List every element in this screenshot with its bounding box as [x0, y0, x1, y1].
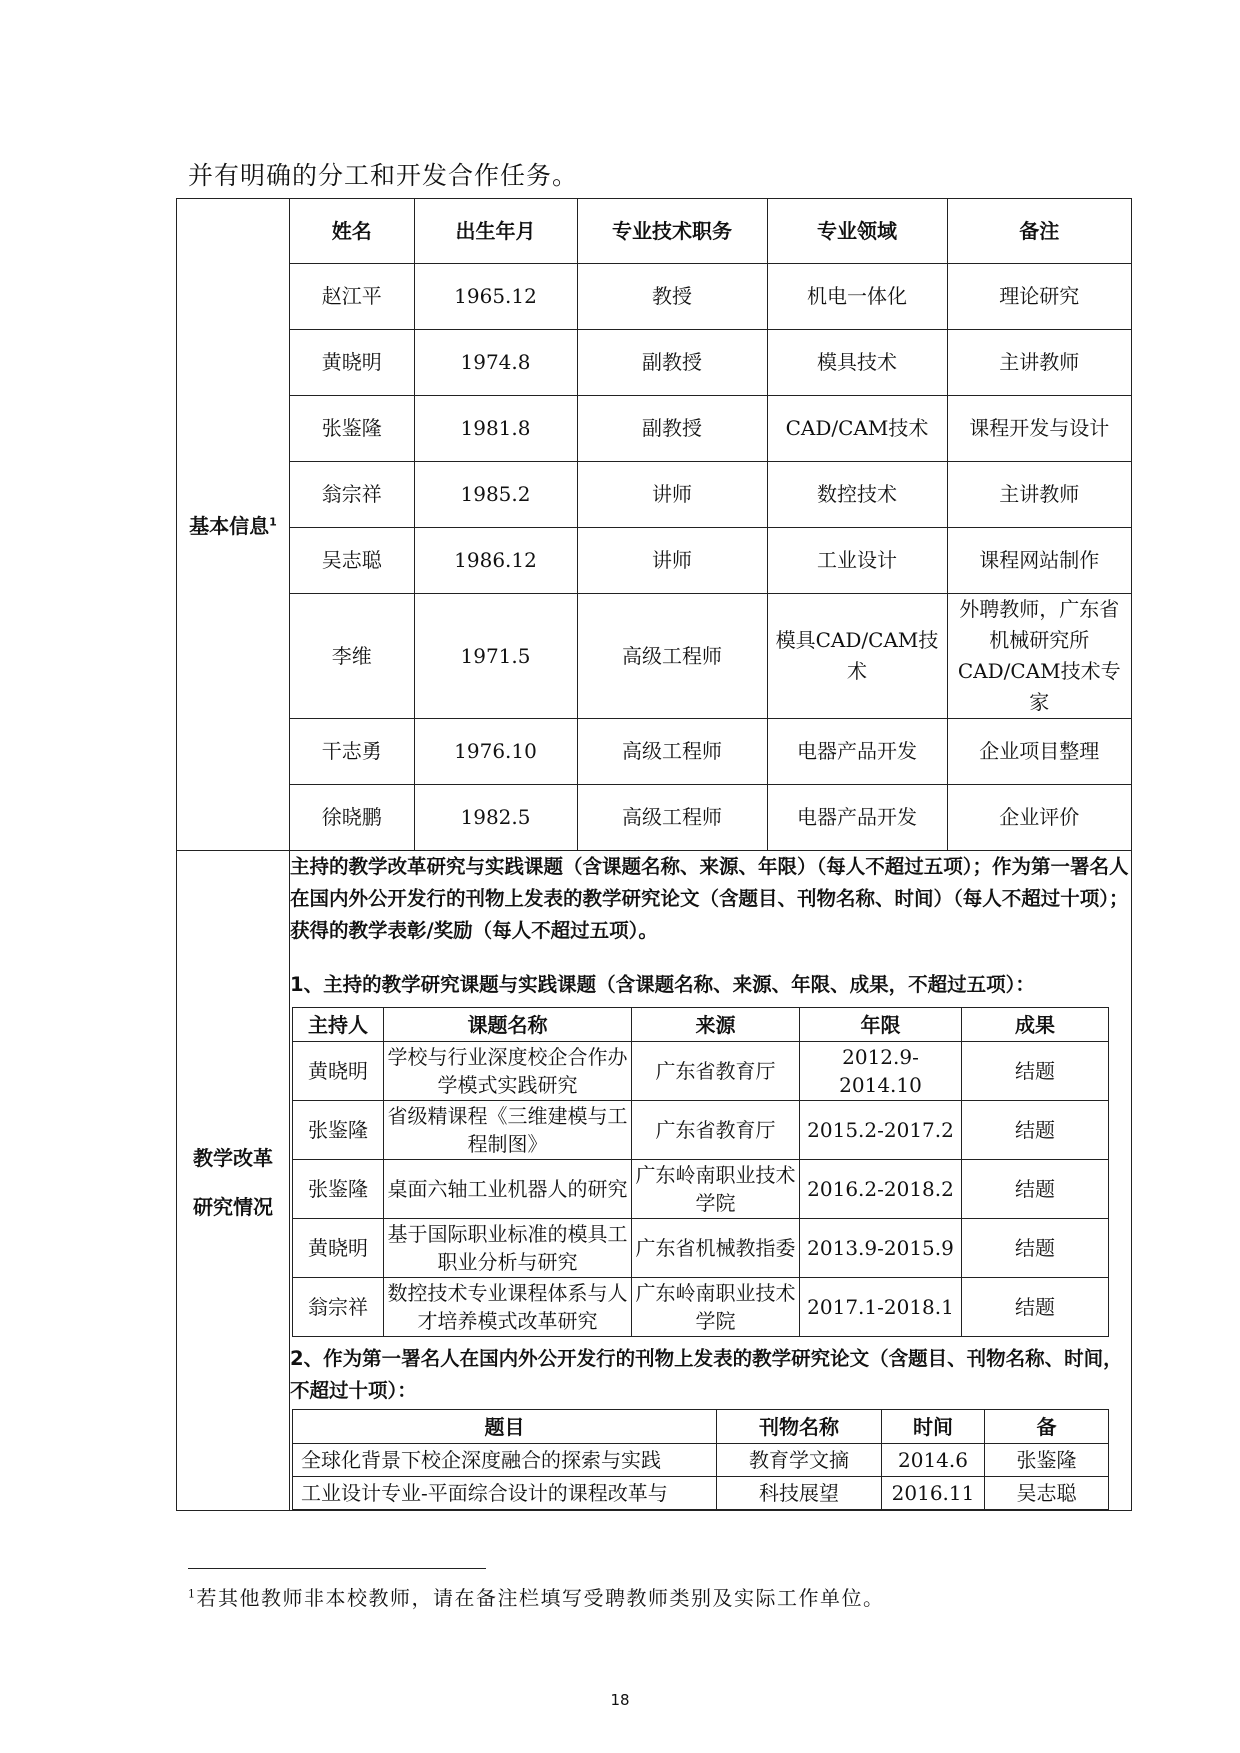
project-period: 2017.1-2018.1 — [800, 1278, 962, 1337]
footnote-marker: 1 — [188, 1587, 197, 1601]
project-host: 黄晓明 — [293, 1219, 384, 1278]
staff-field: 数控技术 — [767, 462, 947, 528]
staff-field: 模具技术 — [767, 330, 947, 396]
page-number: 18 — [610, 1691, 630, 1709]
projects-header-result: 成果 — [962, 1008, 1109, 1042]
project-result: 结题 — [962, 1042, 1109, 1101]
staff-header-field: 专业领域 — [767, 199, 947, 264]
project-source: 广东省教育厅 — [632, 1042, 800, 1101]
paper-journal: 科技展望 — [717, 1477, 882, 1510]
basic-info-label: 基本信息$^1$ — [177, 199, 290, 851]
application-form-table — [176, 198, 1132, 1511]
staff-title: 高级工程师 — [577, 719, 767, 785]
project-result: 结题 — [962, 1219, 1109, 1278]
reform-label-line2: 研究情况 — [193, 1194, 273, 1219]
staff-birth: 1982.5 — [414, 785, 577, 851]
staff-name: 黄晓明 — [290, 330, 414, 396]
staff-remark: 课程网站制作 — [947, 528, 1131, 594]
staff-birth: 1974.8 — [414, 330, 577, 396]
staff-header-title: 专业技术职务 — [577, 199, 767, 264]
staff-title: 讲师 — [577, 528, 767, 594]
section2-title: 2、作为第一署名人在国内外公开发行的刊物上发表的教学研究论文（含题目、刊物名称、时间，不超过十项）： — [290, 1347, 1123, 1402]
paper-note: 张鉴隆 — [985, 1444, 1109, 1477]
project-row — [293, 1219, 1109, 1278]
staff-title: 副教授 — [577, 330, 767, 396]
staff-remark: 外聘教师，广东省机械研究所CAD/CAM技术专家 — [947, 594, 1131, 719]
project-row — [293, 1160, 1109, 1219]
staff-field: 电器产品开发 — [767, 785, 947, 851]
project-title: 学校与行业深度校企合作办学模式实践研究 — [384, 1042, 632, 1101]
project-period: 2015.2-2017.2 — [800, 1101, 962, 1160]
staff-remark: 课程开发与设计 — [947, 396, 1131, 462]
papers-header-title: 题目 — [293, 1410, 717, 1444]
footnote-text: 若其他教师非本校教师，请在备注栏填写受聘教师类别及实际工作单位。 — [196, 1586, 885, 1610]
project-source: 广东岭南职业技术学院 — [632, 1278, 800, 1337]
staff-name: 翁宗祥 — [290, 462, 414, 528]
project-host: 张鉴隆 — [293, 1101, 384, 1160]
staff-title: 讲师 — [577, 462, 767, 528]
staff-header-remark: 备注 — [947, 199, 1131, 264]
footnote — [188, 1582, 885, 1611]
project-source: 广东岭南职业技术学院 — [632, 1160, 800, 1219]
paper-note: 吴志聪 — [985, 1477, 1109, 1510]
staff-row — [290, 528, 1131, 594]
staff-row — [290, 462, 1131, 528]
staff-field: 工业设计 — [767, 528, 947, 594]
staff-table-cell — [290, 199, 1132, 851]
staff-row — [290, 330, 1131, 396]
staff-remark: 主讲教师 — [947, 462, 1131, 528]
paper-time: 2014.6 — [882, 1444, 985, 1477]
basic-info-section — [177, 199, 1132, 851]
reform-label — [177, 851, 290, 1511]
project-host: 黄晓明 — [293, 1042, 384, 1101]
staff-remark: 企业项目整理 — [947, 719, 1131, 785]
project-result: 结题 — [962, 1160, 1109, 1219]
projects-header-source: 来源 — [632, 1008, 800, 1042]
staff-title: 教授 — [577, 264, 767, 330]
papers-header-note: 备 — [985, 1410, 1109, 1444]
paper-journal: 教育学文摘 — [717, 1444, 882, 1477]
staff-name: 徐晓鹏 — [290, 785, 414, 851]
projects-table — [292, 1007, 1109, 1337]
staff-row — [290, 264, 1131, 330]
projects-header-period: 年限 — [800, 1008, 962, 1042]
staff-title: 高级工程师 — [577, 594, 767, 719]
staff-name: 张鉴隆 — [290, 396, 414, 462]
project-row — [293, 1042, 1109, 1101]
staff-table — [290, 199, 1131, 850]
staff-name: 李维 — [290, 594, 414, 719]
project-period: 2016.2-2018.2 — [800, 1160, 962, 1219]
section1-title: 1、主持的教学研究课题与实践课题（含课题名称、来源、年限、成果，不超过五项）： — [290, 973, 1035, 996]
intro-text: 并有明确的分工和开发合作任务。 — [188, 161, 579, 190]
project-result: 结题 — [962, 1278, 1109, 1337]
papers-header-journal: 刊物名称 — [717, 1410, 882, 1444]
paper-row — [293, 1477, 1109, 1510]
staff-field: CAD/CAM技术 — [767, 396, 947, 462]
papers-header-time: 时间 — [882, 1410, 985, 1444]
footnote-divider — [188, 1568, 486, 1569]
staff-birth: 1976.10 — [414, 719, 577, 785]
projects-header-row — [293, 1008, 1109, 1042]
reform-label-line1: 教学改革 — [193, 1145, 273, 1170]
staff-field: 模具CAD/CAM技术 — [767, 594, 947, 719]
project-title: 桌面六轴工业机器人的研究 — [384, 1160, 632, 1219]
project-period: 2013.9-2015.9 — [800, 1219, 962, 1278]
paper-row — [293, 1444, 1109, 1477]
paper-title: 全球化背景下校企深度融合的探索与实践 — [293, 1444, 717, 1477]
staff-field: 机电一体化 — [767, 264, 947, 330]
project-host: 翁宗祥 — [293, 1278, 384, 1337]
reform-content — [290, 851, 1132, 1511]
papers-header-row — [293, 1410, 1109, 1444]
project-title: 数控技术专业课程体系与人才培养模式改革研究 — [384, 1278, 632, 1337]
staff-row — [290, 719, 1131, 785]
paper-title: 工业设计专业-平面综合设计的课程改革与 — [293, 1477, 717, 1510]
project-row — [293, 1101, 1109, 1160]
paper-time: 2016.11 — [882, 1477, 985, 1510]
staff-name: 赵江平 — [290, 264, 414, 330]
staff-row — [290, 785, 1131, 851]
staff-row — [290, 396, 1131, 462]
footnote-ref: 1 — [269, 515, 277, 529]
staff-title: 高级工程师 — [577, 785, 767, 851]
project-title: 基于国际职业标准的模具工职业分析与研究 — [384, 1219, 632, 1278]
staff-birth: 1971.5 — [414, 594, 577, 719]
project-source: 广东省教育厅 — [632, 1101, 800, 1160]
staff-row — [290, 594, 1131, 719]
staff-remark: 主讲教师 — [947, 330, 1131, 396]
staff-birth: 1965.12 — [414, 264, 577, 330]
project-host: 张鉴隆 — [293, 1160, 384, 1219]
project-period: 2012.9-2014.10 — [800, 1042, 962, 1101]
staff-name: 吴志聪 — [290, 528, 414, 594]
staff-birth: 1986.12 — [414, 528, 577, 594]
staff-field: 电器产品开发 — [767, 719, 947, 785]
staff-header-row — [290, 199, 1131, 264]
reform-section — [177, 851, 1132, 1511]
project-row — [293, 1278, 1109, 1337]
projects-header-title: 课题名称 — [384, 1008, 632, 1042]
project-result: 结题 — [962, 1101, 1109, 1160]
staff-title: 副教授 — [577, 396, 767, 462]
reform-intro: 主持的教学改革研究与实践课题（含课题名称、来源、年限）（每人不超过五项）；作为第一署名人在国内外公开发行的刊物上发表的教学研究论文（含题目、刊物名称、时间）（每人不超过十项）；获得的教学表彰/奖励（每人不超过五项）。 — [290, 855, 1129, 942]
staff-remark: 企业评价 — [947, 785, 1131, 851]
staff-header-birth: 出生年月 — [414, 199, 577, 264]
staff-header-name: 姓名 — [290, 199, 414, 264]
staff-birth: 1985.2 — [414, 462, 577, 528]
papers-table — [292, 1409, 1109, 1510]
staff-remark: 理论研究 — [947, 264, 1131, 330]
project-source: 广东省机械教指委 — [632, 1219, 800, 1278]
project-title: 省级精课程《三维建模与工程制图》 — [384, 1101, 632, 1160]
projects-header-host: 主持人 — [293, 1008, 384, 1042]
staff-birth: 1981.8 — [414, 396, 577, 462]
staff-name: 干志勇 — [290, 719, 414, 785]
